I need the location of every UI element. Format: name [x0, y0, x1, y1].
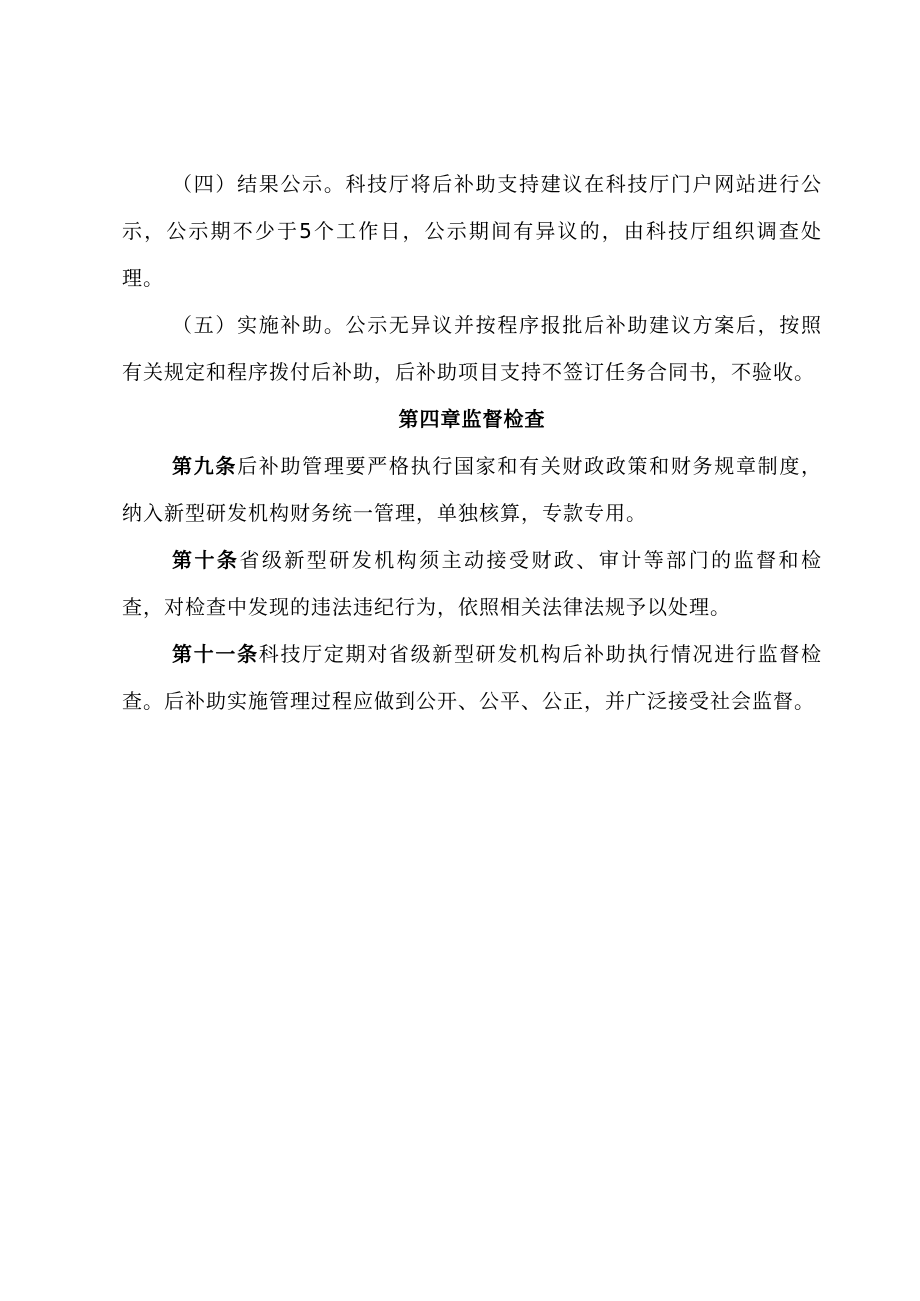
article-9-text: 后补助管理要严格执行国家和有关财政政策和财务规章制度，纳入新型研发机构财务统一管理，单独核算，专款专用。 [122, 454, 823, 525]
article-10-number: 第十条 [172, 548, 240, 572]
paragraph-implement-subsidy: （五）实施补助。公示无异议并按程序报批后补助建议方案后，按照有关规定和程序拨付后补助，后补助项目支持不签订任务合同书，不验收。 [122, 313, 822, 384]
chapter-heading: 第四章监督检查 [398, 407, 546, 431]
document-body [122, 161, 822, 725]
article-11-number: 第十一条 [172, 642, 259, 666]
article-9-number: 第九条 [172, 454, 238, 478]
article-9 [122, 443, 822, 537]
article-11 [122, 631, 822, 725]
article-10-text: 省级新型研发机构须主动接受财政、审计等部门的监督和检查，对检查中发现的违法违纪行为，依照相关法律法规予以处理。 [122, 548, 823, 619]
paragraph-result-publicity: （四）结果公示。科技厅将后补助支持建议在科技厅门户网站进行公示，公示期不少于5个工作日，公示期间有异议的，由科技厅组织调查处理。 [122, 172, 822, 290]
article-11-text: 科技厅定期对省级新型研发机构后补助执行情况进行监督检查。后补助实施管理过程应做到公开、公平、公正，并广泛接受社会监督。 [122, 642, 823, 713]
article-10 [122, 537, 822, 631]
